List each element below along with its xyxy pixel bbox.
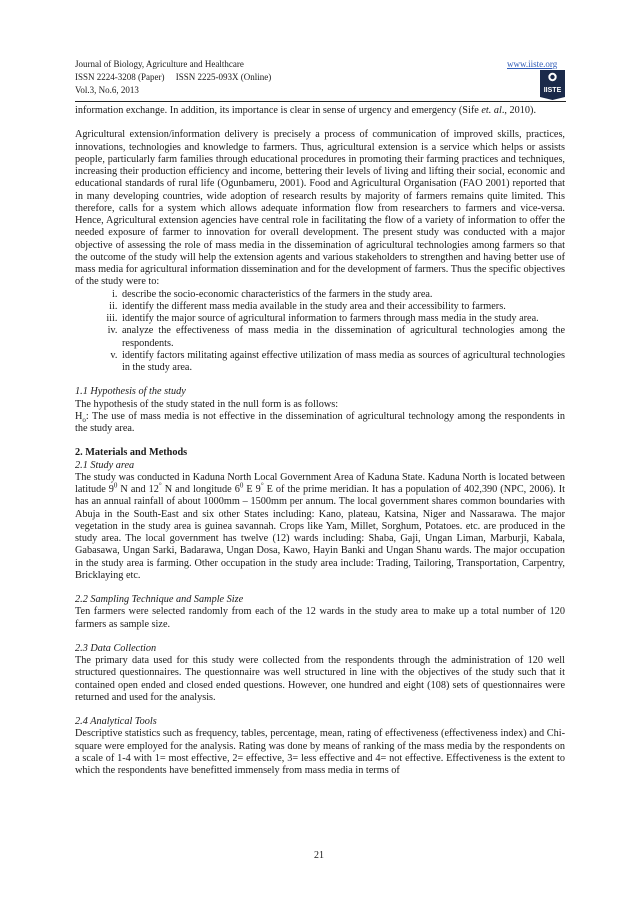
running-header	[75, 58, 565, 97]
list-item: iv. analyze the effectiveness of mass media in the dissemination of agricultural technologies among the respondents.	[120, 325, 565, 350]
list-item: iii. identify the major source of agricultural information to farmers through mass media in the study area.	[120, 313, 565, 325]
paragraph-extension: Agricultural extension/information delivery is precisely a process of communication of improved skills, practices, innovations, technologies and knowledge to farmers. Thus, agricultural extension is a service which helps or assists people, particularly farm families through educational procedures in promoting their farming practices and techniques, increasing their production efficiency and income, bettering their levels of living and lifting their social, economic and educational standards of rural life (Ogunbameru, 2001). Food and Agricultural Organisation (FAO 2001) reported that in many developing countries, wide adoption of research results by majority of farmers remains quite limited. This therefore, calls for a system which allows adequate information flow from researchers to farmers and vice-versa. Hence, Agricultural extension agencies have central role in facilitating the flow of a variety of information to offer the needed exposure of farmer to innovation for overall development. The present study was conducted with a major objective of assessing the role of mass media in the dissemination of agricultural technologies among farmers so that the outcome of the study will help the extension agents and various stakeholders to strengthen and having better use of mass media for agricultural information dissemination and for the development of farmers. Thus the specific objectives of the study were to:	[75, 129, 565, 288]
article-body	[75, 105, 565, 777]
list-item: v. identify factors militating against effective utilization of mass media as sources of agricultural technologies in the study area.	[120, 350, 565, 375]
issn-line: ISSN 2224-3208 (Paper) ISSN 2225-093X (Online)	[75, 72, 272, 82]
journal-title: Journal of Biology, Agriculture and Healthcare	[75, 59, 244, 69]
subsection-heading-analytical-tools: 2.4 Analytical Tools	[75, 716, 157, 727]
section-heading-methods: 2. Materials and Methods	[75, 447, 188, 459]
page-number: 21	[314, 850, 324, 861]
paragraph-data-collection: The primary data used for this study were collected from the respondents through the administration of 120 well structured questionnaires. The questionnaire was well structured in line with the objectives of the study such that it contained open ended and closed ended questions. However, one hundred and eight (108) sets of questionnaires were returned and used for the analysis.	[75, 655, 565, 703]
paragraph-sampling: Ten farmers were selected randomly from each of the 12 wards in the study area to make up a total number of 120 farmers as sample size.	[75, 606, 565, 630]
header-rule	[75, 101, 566, 102]
hypothesis-intro: The hypothesis of the study stated in the null form is as follows:	[75, 398, 339, 410]
list-item: i. describe the socio-economic characteristics of the farmers in the study area.	[120, 289, 565, 301]
paragraph-continued: information exchange. In addition, its importance is clear in sense of urgency and emergency (Sife et. al., 2010).	[75, 105, 537, 116]
list-item: ii. identify the different mass media available in the study area and their accessibility to farmers.	[120, 301, 565, 313]
paragraph-analytical-tools: Descriptive statistics such as frequency, tables, percentage, mean, rating of effectiveness (effectiveness index) and Chi-square were employed for the analysis. Rating was done by means of ranking of the mass media by the respondents on a scale of 1-4 with 1= most effective, 2= effective, 3= less effective and 4= not effective. Effectiveness is the extent to which the respondents have benefitted immensely from mass media in terms of	[75, 728, 565, 776]
hypothesis-statement: $H_o$: The use of mass media is not effective in the dissemination of agricultural technology among the respondents in the study area.	[75, 410, 565, 434]
objectives-list	[75, 289, 565, 375]
section-heading-hypothesis: 1.1 Hypothesis of the study	[75, 386, 186, 398]
paragraph-study-area: The study was conducted in Kaduna North Local Government Area of Kaduna State. Kaduna North is located between latitude $9^0$ N and 12° N and longitude $6^0$ E 9° E of the prime meridian. It has a population of 402,390 (NPC, 2006). It has an annual rainfall of about 1000mm – 1500mm per annum. The local government shares common boundaries with Abuja in the South-East and six other States including: Kano, plateau, Katsina, Niger and Nassarawa. The major vegetation in the study area is guinea savannah. Crops like Yam, Millet, Sorghum, Potatoes. etc. are produced in the study area. The local government has twelve (12) wards including: Shaba, Gaji, Ungan Liman, Marburji, Kabala, Gabasawa, Ungan Sarki, Badarawa, Ungan Dosa, Kawo, Hayin Banki and Ungan Shanu wards. The major occupation in the study area is farming. Other occupation in the study area include: Trading, Tailoring, Transportation, Carpentry, Bricklaying etc.	[75, 471, 565, 581]
svg-text:IISTE: IISTE	[543, 87, 562, 94]
subsection-heading-data-collection: 2.3 Data Collection	[75, 642, 157, 654]
subsection-heading-sampling: 2.2 Sampling Technique and Sample Size	[75, 594, 244, 605]
subsection-heading-study-area: 2.1 Study area	[75, 459, 135, 471]
iiste-logo	[539, 69, 566, 101]
journal-url-link[interactable]: www.iiste.org	[507, 59, 558, 69]
volume-line: Vol.3, No.6, 2013	[75, 85, 139, 95]
